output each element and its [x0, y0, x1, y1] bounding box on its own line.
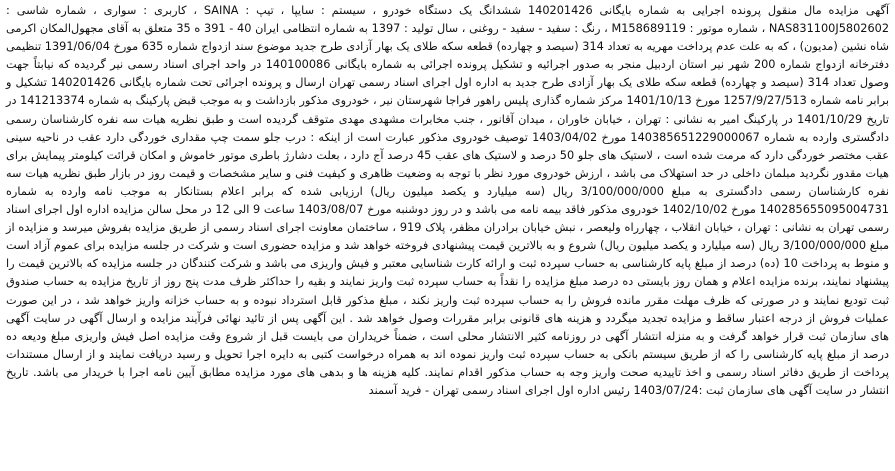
auction-notice-text: آگهی مزایده مال منقول پرونده اجرایی به شماره بایگانی 140201426 ششدانگ یک دستگاه خودرو ، سیستم : سایپا ، تیپ : SAINA ، کاربری : سواری ، شماره شاسی : NAS831100J5802602 ، شماره موتور : M158689119 ، رنگ : سفید - سفید - روغنی ، سال تولید : 1397 به شماره انتظامی ایران 40 - 391 ه 35 متعلق به آقای مجهول‌المکان اکرمی شاه نشین (مدیون) ، که به علت عدم پرداخت مهریه به تعداد 314 (سیصد و چهارده) قطعه سکه طلای یک بهار آزادی طرح جدید موضوع سند ازدواج شماره 635 مورخ 1391/06/04 تنظیمی دفترخانه ازدواج شماره 200 شهر نیر استان اردبیل منجر به صدور اجرائیه و تشکیل پرونده اجرائی به شماره بایگانی 140100086 در واحد اجرای اسناد رسمی نیر گردیده که نیابتاً جهت وصول تعداد 314 (سیصد و چهارده) قطعه سکه طلای یک بهار آزادی طرح جدید به اداره اول اجرای اسناد رسمی تهران ارسال و پرونده اجرائی تحت شماره بایگانی 140201426 تشکیل و برابر نامه شماره 1257/9/27/513 مورخ 1401/10/13 مرکز شماره گذاری پلیس راهور فراجا شهرستان نیر ، خودروی مذکور بازداشت و به موجب قبض پارکینگ به شماره 141213374 در تاریخ 1401/10/29 در پارکینگ امیر به نشانی : تهران ، خیابان خاوران ، میدان آقانور ، جنب مخابرات مشهدی مهدی متوقف گردیده است و طبق نظریه هیات سه نفره کارشناسان رسمی دادگستری وارده به شماره 140385651229000067 مورخ 1403/04/02 توصیف خودروی مذکور عبارت است از اینکه : درب جلو سمت چپ مقداری خوردگی دارد عقب در ناحیه سینی عقب مختصر خوردگی دارد که مرمت شده است ، لاستیک های جلو 50 درصد و لاستیک های عقب 45 درصد آج دارد ، بعلت دشارژ باطری موتور خاموش و امکان قرائت کیلومتر پیمایش برای هیات مقدور نگردید مبلمان داخلی در حد استهلاک می باشد ، ارزش خودروی مورد نظر با توجه به وضعیت ظاهری و کیفیت فنی و سایر مشخصات و قیمت روز در بازار طبق نظریه هیات سه نفره کارشناسان رسمی دادگستری به مبلغ 3/100/000/000 ریال (سه میلیارد و یکصد میلیون ریال) ارزیابی شده که برابر اعلام بستانکار به موجب نامه وارده به شماره 140285655095004731 مورخ 1402/10/02 خودروی مذکور فاقد بیمه نامه می باشد و در روز دوشنبه مورخ 1403/08/07 ساعت 9 الی 12 در محل سالن مزایده اداره اول اجرای اسناد رسمی تهران به نشانی : تهران ، خیابان انقلاب ، چهارراه ولیعصر ، نبش خیابان برادران مظفر، پلاک 919 ، ساختمان معاونت اجرای اسناد رسمی از طریق مزایده بفروش میرسد و مزایده از مبلغ 3/100/000/000 ریال (سه میلیارد و یکصد میلیون ریال) شروع و به بالاترین قیمت پیشنهادی فروخته خواهد شد و مزایده حضوری است و شرکت در جلسه مزایده برای عموم آزاد است و منوط به پرداخت 10 (ده) درصد از مبلغ پایه کارشناسی به حساب سپرده ثبت و ارائه کارت شناسایی معتبر و فیش واریزی می باشد و شرکت کنندگان در جلسه مزایده که بالاترین قیمت را پیشنهاد نمایند، برنده مزایده اعلام و همان روز بایستی ده درصد مبلغ مزایده را نقداً به حساب سپرده ثبت واریز نمایند و بقیه را حداکثر ظرف مدت پنج روز از تاریخ مزایده به حساب صندوق ثبت تودیع نمایند و در صورتی که ظرف مهلت مقرر مانده فروش را به حساب سپرده ثبت واریز نکند ، مبلغ مذکور قابل استرداد نبوده و به حساب خزانه واریز خواهد شد ، در این صورت عملیات فروش از درجه اعتبار ساقط و مزایده تجدید میگردد و هزینه های قانونی برابر مقررات وصول خواهد شد . این آگهی پس از تائید نهائی فرآیند مزایده و ارسال آگهی در سایت آگهی های سازمان ثبت قرار خواهد گرفت و به منزله انتشار آگهی در روزنامه کثیر الانتشار محلی است ، ضمناً خریداران می بایست قبل از شروع وقت مزایده اصل فیش واریزی مبلغ ودیعه ده درصد از مبلغ پایه کارشناسی را که از طریق سیستم بانکی به حساب سپرده ثبت واریز نموده اند به همراه درخواست کتبی به دایره اجرا تحویل و رسید دریافت نمایند و از ارسال مستندات پرداخت از طریق دفاتر اسناد رسمی و اخذ تاییدیه صحت واریز وجه به حساب مذکور اقدام نمایند. کلیه هزینه ها و بدهی های مورد مزایده مطابق آیین نامه اجرا با خریدار می باشد. تاریخ انتشار در سایت آگهی های سازمان ثبت :1403/07/24 رئیس اداره اول اجرای اسناد رسمی تهران - فرید آسمند [6, 4, 890, 397]
